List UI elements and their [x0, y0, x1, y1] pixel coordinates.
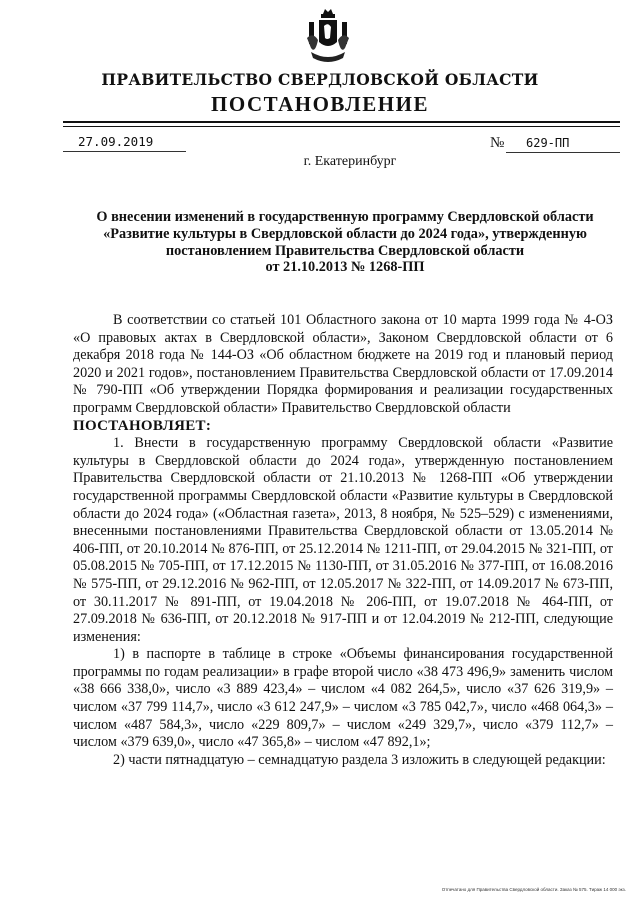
document-subject [60, 209, 630, 276]
preamble-paragraph: В соответствии со статьей 101 Областного закона от 10 марта 1999 года № 4-ОЗ «О правовых актах в Свердловской области», Законом Свердловской области от 6 декабря 2018 года № 144-ОЗ «Об областном бюджете на 2019 год и плановый период 2020 и 2021 годов», постановлением Правительства Свердловской области от 17.09.2014 № 790-ПП «Об утверждении Порядка формирования и реализации государственных программ Свердловской области» Правительство Свердловской области [73, 312, 613, 416]
subject-line: постановлением Правительства Свердловской области [165, 242, 525, 259]
document-number: 629-ПП [526, 136, 570, 150]
item-1-paragraph: 1. Внести в государственную программу Свердловской области «Развитие культуры в Свердловской области до 2024 года», утвержденную постановлением Правительства Свердловской области от 21.10.2013 № 1268-ПП «Об утверждении государственной программы Свердловской области «Развитие культуры в Свердловской области до 2024 года» («Областная газета», 2013, 8 ноября, № 525–529) с изменениями, внесенными постановлениями Правительства Свердловской области от 13.05.2014 № 406-ПП, от 20.10.2014 № 876-ПП, от 25.12.2014 № 1211-ПП, от 29.04.2015 № 321-ПП, от 05.08.2015 № 705-ПП, от 17.12.2015 № 1130-ПП, от 31.05.2016 № 377-ПП, от 16.08.2016 № 575-ПП, от 29.12.2016 № 962-ПП, от 12.05.2017 № 322-ПП, от 14.09.2017 № 673-ПП, от 30.11.2017 № 891-ПП, от 19.04.2018 № 206-ПП, от 19.07.2018 № 464-ПП, от 27.09.2018 № 636-ПП, от 20.12.2018 № 917-ПП и от 12.04.2019 № 212-ПП, следующие изменения: [73, 435, 613, 645]
number-sign: № [490, 135, 505, 151]
subject-line: О внесении изменений в государственную программу Свердловской области [96, 209, 594, 225]
document-body [73, 312, 613, 769]
date-underline [63, 151, 186, 152]
subject-line: «Развитие культуры в Свердловской области до 2024 года», утвержденную [103, 225, 587, 242]
resolves-heading: ПОСТАНОВЛЯЕТ: [73, 417, 212, 434]
document-date: 27.09.2019 [78, 134, 154, 149]
number-underline [506, 152, 620, 153]
header-rule-thick [63, 121, 620, 123]
government-name: ПРАВИТЕЛЬСТВО СВЕРДЛОВСКОЙ ОБЛАСТИ [101, 70, 539, 89]
print-footer: Отпечатано для Правительства Свердловской области. Заказ № 575. Тираж 14 000 экз. [441, 887, 626, 892]
subject-line: от 21.10.2013 № 1268-ПП [265, 259, 425, 276]
subitem-1-paragraph: 1) в паспорте в таблице в строке «Объемы финансирования государственной программы по годам реализации» в графе второй число «38 473 496,9» заменить числом «38 666 338,0», число «3 889 423,4» – числом «4 082 264,5», число «37 626 319,9» – числом «37 799 114,7», число «3 612 247,9» – числом «3 785 042,7», число «468 064,3» – числом «487 584,3», число «229 809,7» – числом «249 329,7», число «379 112,7» – числом «379 639,0», число «47 365,8» – числом «47 892,1»; [73, 646, 613, 751]
city: г. Екатеринбург [303, 154, 397, 169]
coat-of-arms-icon [305, 8, 351, 68]
header-rule-thin [63, 126, 620, 127]
document-type: ПОСТАНОВЛЕНИЕ [211, 92, 429, 116]
subitem-2-paragraph: 2) части пятнадцатую – семнадцатую раздела 3 изложить в следующей редакции: [113, 751, 606, 768]
